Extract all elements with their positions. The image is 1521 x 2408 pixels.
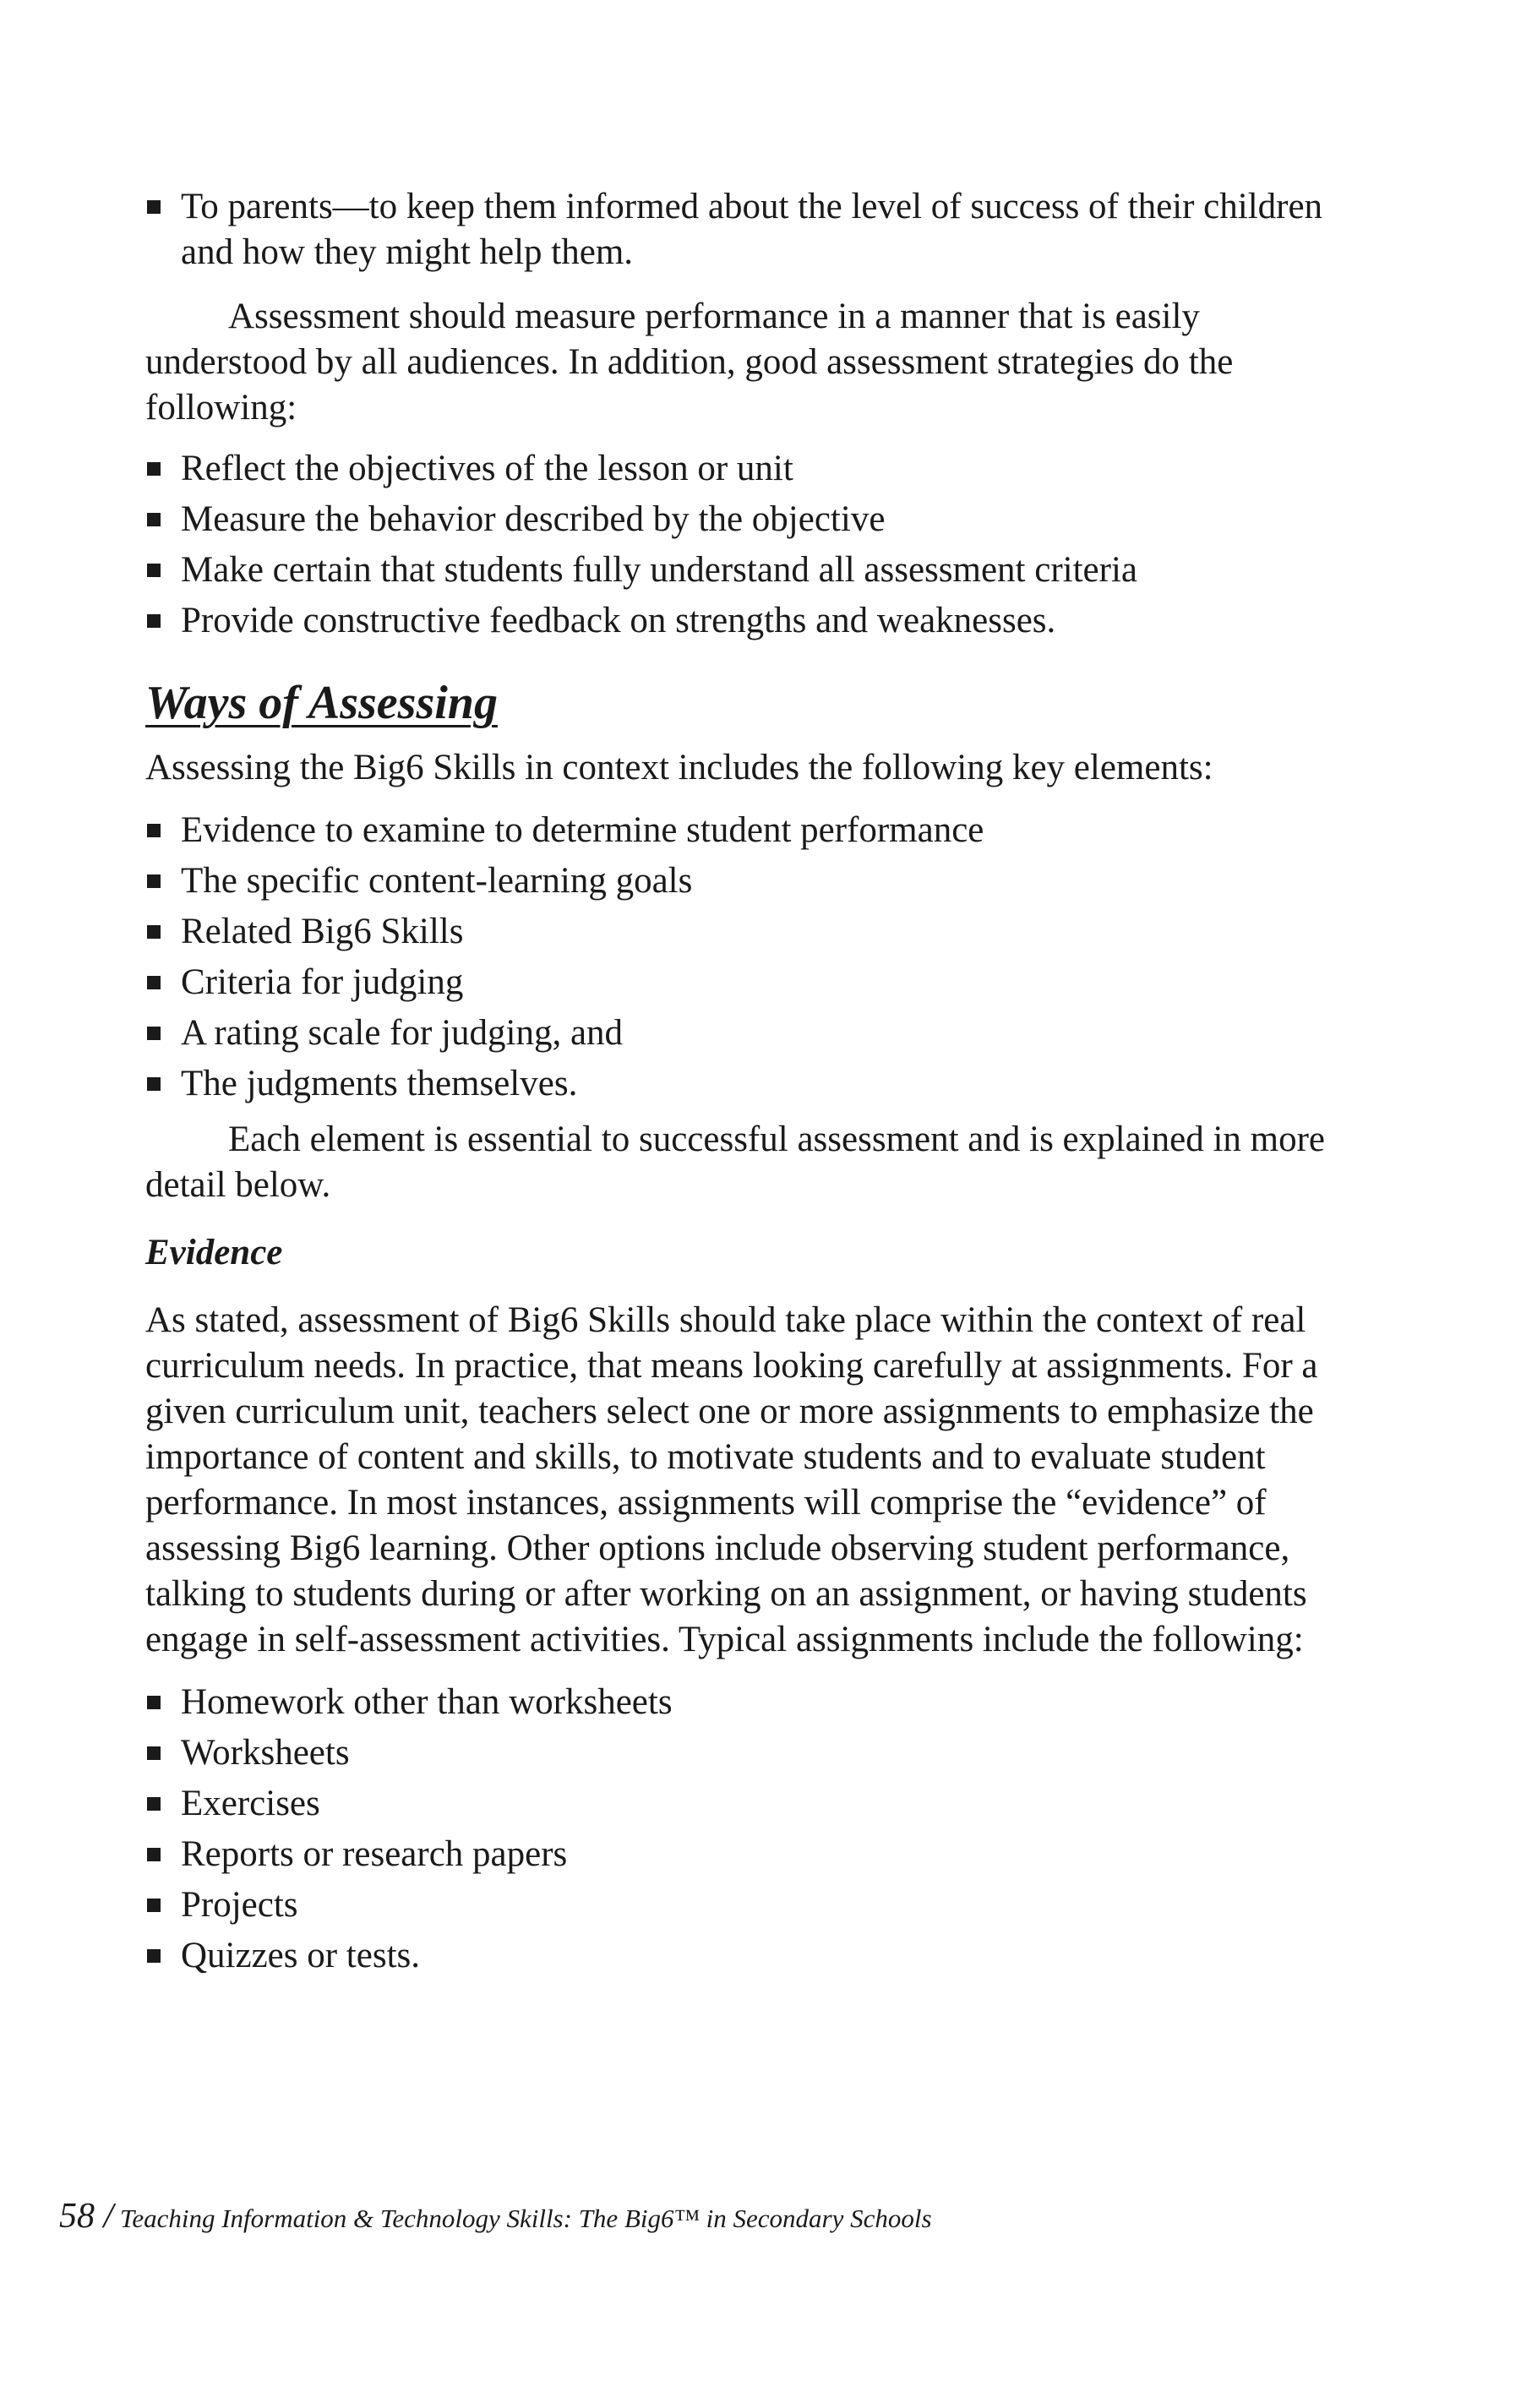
square-bullet-icon [147, 1949, 161, 1963]
page-content [145, 184, 1362, 1984]
square-bullet-icon [147, 462, 161, 476]
list-item: Criteria for judging [145, 960, 1362, 1005]
section-heading: Ways of Assessing [145, 677, 498, 729]
list-item: Reports or research papers [145, 1832, 1362, 1877]
square-bullet-icon [147, 1027, 161, 1040]
parents-bullet-list [145, 184, 1362, 275]
assignment-bullet-list [145, 1680, 1362, 1979]
square-bullet-icon [147, 564, 161, 577]
square-bullet-icon [147, 1797, 161, 1811]
square-bullet-icon [147, 1848, 161, 1861]
key-elements-paragraph: Assessing the Big6 Skills in context includes the following key elements: [145, 748, 1213, 787]
square-bullet-icon [147, 1077, 161, 1091]
evidence-subheading: Evidence [145, 1233, 283, 1272]
list-item: Homework other than worksheets [145, 1680, 1362, 1725]
list-item: Exercises [145, 1781, 1362, 1827]
list-item: Worksheets [145, 1730, 1362, 1776]
page-footer [59, 2199, 932, 2236]
list-item: Provide constructive feedback on strengths and weaknesses. [145, 598, 1362, 644]
list-item: The judgments themselves. [145, 1061, 1362, 1107]
list-item: A rating scale for judging, and [145, 1011, 1362, 1056]
assessment-paragraph: Assessment should measure performance in a manner that is easily understood by all audiences. In addition, good assessment strategies do the following: [145, 297, 1234, 428]
square-bullet-icon [147, 513, 161, 526]
list-item: To parents—to keep them informed about the level of success of their children and how they might help them. [145, 184, 1362, 275]
list-item: Evidence to examine to determine student performance [145, 808, 1362, 853]
square-bullet-icon [147, 824, 161, 837]
list-item: Make certain that students fully understand all assessment criteria [145, 548, 1362, 593]
strategy-bullet-list [145, 446, 1362, 644]
page-number: 58 / [59, 2197, 114, 2236]
square-bullet-icon [147, 874, 161, 888]
square-bullet-icon [147, 1696, 161, 1709]
list-item: Reflect the objectives of the lesson or unit [145, 446, 1362, 492]
square-bullet-icon [147, 925, 161, 939]
each-element-paragraph: Each element is essential to successful assessment and is explained in more detail below. [145, 1120, 1325, 1205]
list-item: Projects [145, 1882, 1362, 1928]
running-footer-title: Teaching Information & Technology Skills: The Big6™ in Secondary Schools [119, 2204, 932, 2233]
square-bullet-icon [147, 976, 161, 989]
list-item: Measure the behavior described by the objective [145, 497, 1362, 542]
list-item: The specific content-learning goals [145, 858, 1362, 904]
square-bullet-icon [147, 614, 161, 628]
square-bullet-icon [147, 1899, 161, 1912]
evidence-paragraph: As stated, assessment of Big6 Skills should take place within the context of real curriculum needs. In practice, that means looking carefully at assignments. For a given curriculum unit, teachers select one or more assignments to emphasize the importance of content and skills, to motivate students and to evaluate student performance. In most instances, assignments will comprise the “evidence” of assessing Big6 learning. Other options include observing student performance, talking to students during or after working on an assignment, or having students engage in self-assessment activities. Typical assignments include the following: [145, 1300, 1318, 1659]
square-bullet-icon [147, 200, 161, 214]
square-bullet-icon [147, 1746, 161, 1760]
element-bullet-list [145, 808, 1362, 1107]
list-item: Quizzes or tests. [145, 1933, 1362, 1979]
list-item: Related Big6 Skills [145, 909, 1362, 955]
